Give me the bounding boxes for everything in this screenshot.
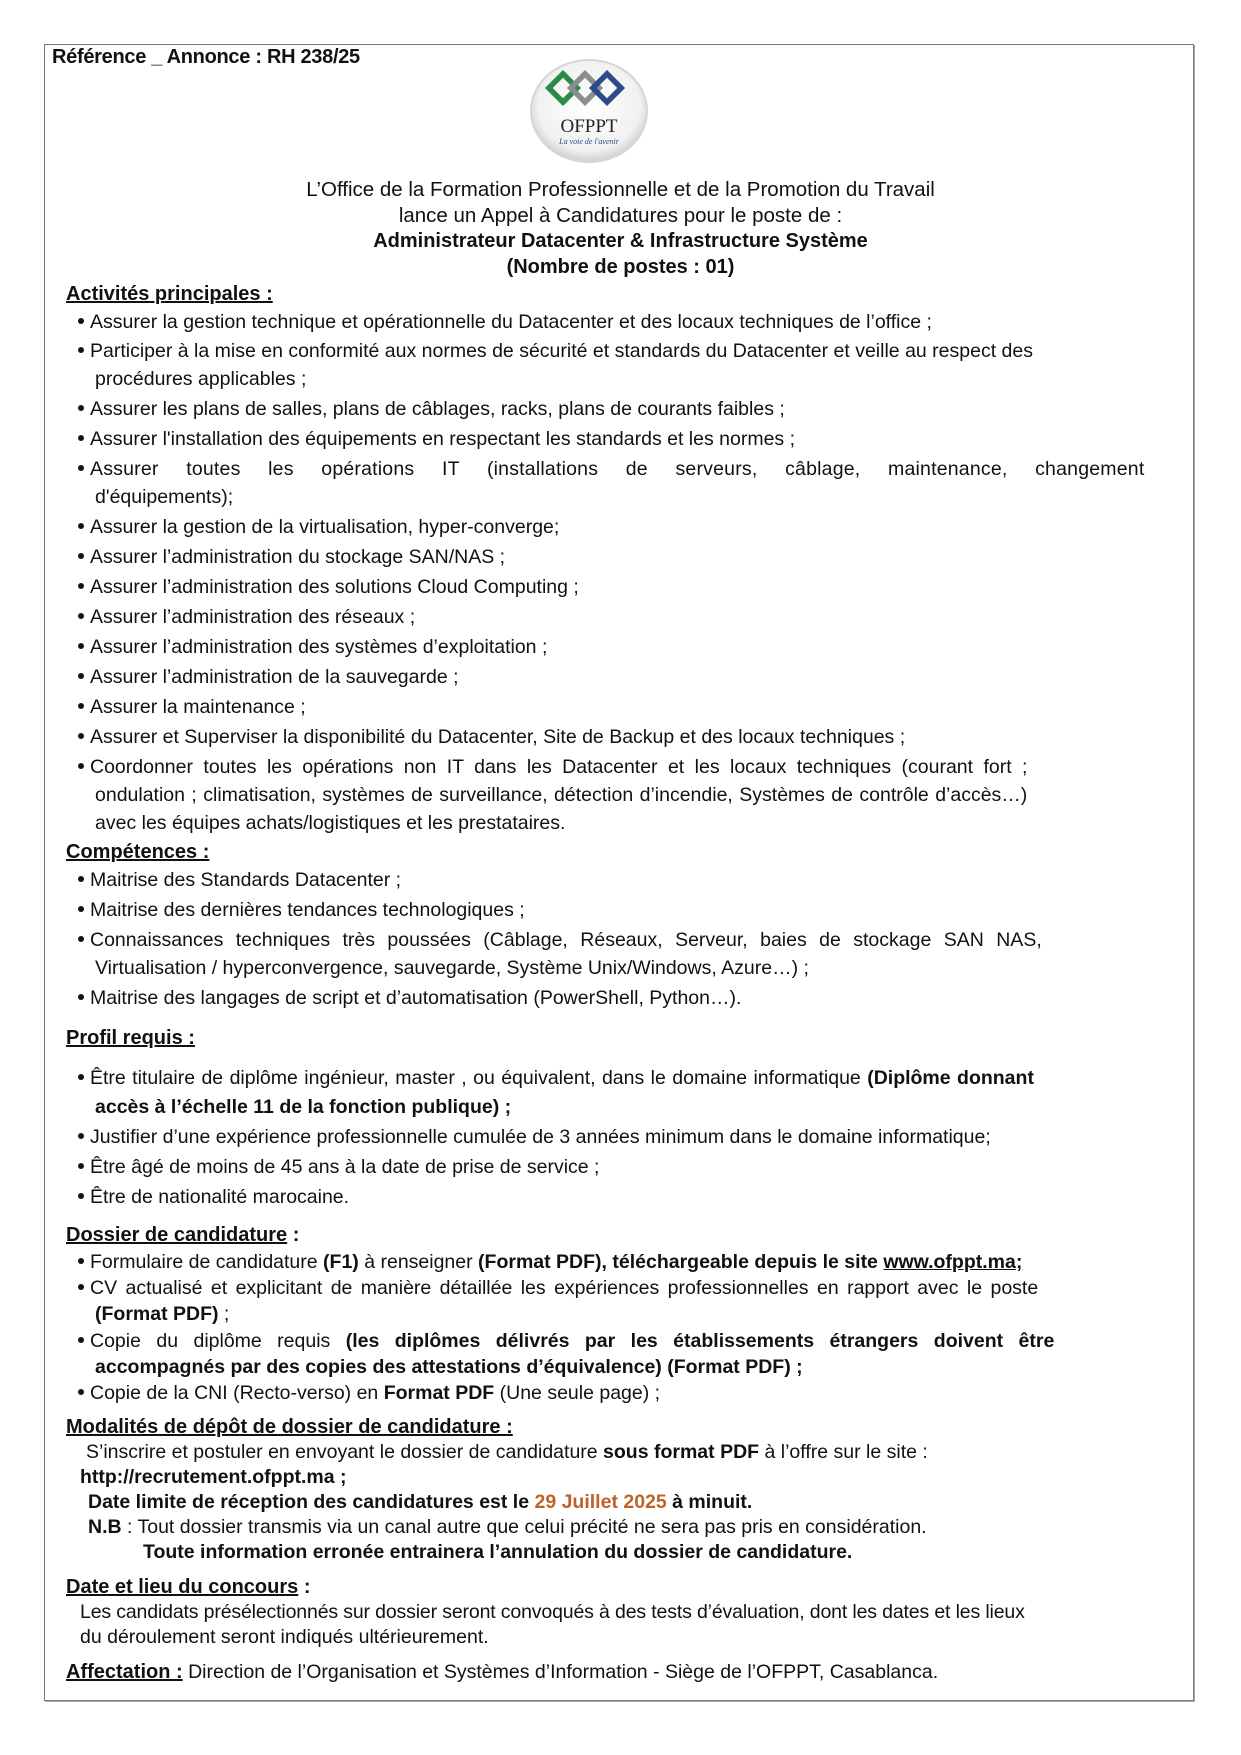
skill-item-continuation: Virtualisation / hyperconvergence, sauvegarde, Système Unix/Windows, Azure…) ; <box>95 957 809 979</box>
skill-item: Maitrise des Standards Datacenter ; <box>78 869 401 892</box>
dossier-item: CV actualisé et explicitant de manière détaillée les expériences professionnelles en rapport avec le poste <box>78 1277 1038 1300</box>
dossier-item-continuation: accompagnés par des copies des attestations d’équivalence) (Format PDF) ; <box>95 1356 803 1378</box>
intro-line-2: lance un Appel à Candidatures pour le poste de : <box>398 204 843 227</box>
activity-item: Assurer l'installation des équipements en respectant les standards et les normes ; <box>78 428 795 451</box>
deadline-line: Date limite de réception des candidatures est le 29 Juillet 2025 à minuit. <box>88 1491 753 1513</box>
bullet-icon <box>78 1193 84 1199</box>
bullet-icon <box>78 673 84 679</box>
modalites-line-1: S’inscrire et postuler en envoyant le dossier de candidature sous format PDF à l’offre sur le site : <box>86 1441 928 1463</box>
bullet-icon <box>78 583 84 589</box>
skills-heading: Compétences : <box>66 841 210 863</box>
nb-line: N.B : Tout dossier transmis via un canal autre que celui précité ne sera pas pris en considération. <box>88 1516 927 1538</box>
bullet-icon <box>78 347 84 353</box>
positions-count: (Nombre de postes : 01) <box>506 256 735 278</box>
activity-item: Assurer la maintenance ; <box>78 696 306 719</box>
activity-item: Assurer la gestion de la virtualisation, hyper-converge; <box>78 516 559 539</box>
dossier-item-continuation: (Format PDF) ; <box>95 1303 230 1325</box>
bullet-icon <box>78 435 84 441</box>
logo-text: OFPPT <box>560 116 618 137</box>
affectation-line: Affectation : Direction de l’Organisation et Systèmes d’Information - Siège de l’OFPPT, Casablanca. <box>66 1661 939 1683</box>
bullet-icon <box>78 906 84 912</box>
dossier-item: Copie du diplôme requis (les diplômes délivrés par les établissements étrangers doivent être <box>78 1330 1054 1353</box>
ofppt-logo <box>527 58 651 164</box>
profile-item: Être de nationalité marocaine. <box>78 1186 349 1209</box>
skill-item: Maitrise des langages de script et d’automatisation (PowerShell, Python…). <box>78 987 741 1010</box>
profile-heading: Profil requis : <box>66 1027 195 1049</box>
bullet-icon <box>78 1389 84 1395</box>
bullet-icon <box>78 523 84 529</box>
activity-item-continuation: ondulation ; climatisation, systèmes de surveillance, détection d’incendie, Systèmes de contrôle d’accès…) <box>95 784 1028 806</box>
activity-item-continuation: procédures applicables ; <box>95 368 307 390</box>
activity-item: Assurer l’administration des réseaux ; <box>78 606 415 629</box>
reference-number: Référence _ Annonce : RH 238/25 <box>52 46 360 68</box>
profile-item-continuation: accès à l’échelle 11 de la fonction publique) ; <box>95 1096 512 1118</box>
bullet-icon <box>78 994 84 1000</box>
bullet-icon <box>78 1284 84 1290</box>
activity-item: Assurer l’administration des systèmes d’exploitation ; <box>78 636 547 659</box>
bullet-icon <box>78 405 84 411</box>
bullet-icon <box>78 936 84 942</box>
recruitment-url-link[interactable]: http://recrutement.ofppt.ma ; <box>80 1466 347 1488</box>
skill-item: Connaissances techniques très poussées (Câblage, Réseaux, Serveur, baies de stockage SAN NAS, <box>78 929 1042 952</box>
activity-item: Assurer et Superviser la disponibilité du Datacenter, Site de Backup et des locaux techniques ; <box>78 726 905 749</box>
activity-item-continuation: avec les équipes achats/logistiques et les prestataires. <box>95 812 566 834</box>
bullet-icon <box>78 643 84 649</box>
activity-item: Assurer l’administration de la sauvegarde ; <box>78 666 459 689</box>
bullet-icon <box>78 465 84 471</box>
activity-item: Assurer la gestion technique et opérationnelle du Datacenter et des locaux techniques de l’office ; <box>78 311 932 334</box>
bullet-icon <box>78 763 84 769</box>
bullet-icon <box>78 553 84 559</box>
activity-item: Assurer les plans de salles, plans de câblages, racks, plans de courants faibles ; <box>78 398 785 421</box>
activity-item: Participer à la mise en conformité aux normes de sécurité et standards du Datacenter et veille au respect des <box>78 340 1033 363</box>
deadline-date: 29 Juillet 2025 <box>534 1491 667 1513</box>
dossier-item: Formulaire de candidature (F1) à renseigner (Format PDF), téléchargeable depuis le site www.ofppt.ma; <box>78 1251 1022 1274</box>
bullet-icon <box>78 613 84 619</box>
activity-item-continuation: d'équipements); <box>95 486 234 508</box>
activity-item: Assurer l’administration du stockage SAN/NAS ; <box>78 546 505 569</box>
profile-item: Être âgé de moins de 45 ans à la date de prise de service ; <box>78 1156 599 1179</box>
dossier-heading: Dossier de candidature : <box>66 1224 300 1246</box>
activities-heading: Activités principales : <box>66 283 273 305</box>
profile-item: Être titulaire de diplôme ingénieur, master , ou équivalent, dans le domaine informatique (Diplôme donnant <box>78 1067 1034 1090</box>
bullet-icon <box>78 1074 84 1080</box>
activity-item: Assurer l’administration des solutions Cloud Computing ; <box>78 576 579 599</box>
ofppt-logo-icon <box>527 58 651 164</box>
concours-line-2: du déroulement seront indiqués ultérieurement. <box>80 1626 489 1648</box>
job-title: Administrateur Datacenter & Infrastructure Système <box>373 230 868 252</box>
activity-item: Coordonner toutes les opérations non IT dans les Datacenter et les locaux techniques (courant fort ; <box>78 756 1027 779</box>
profile-item: Justifier d’une expérience professionnelle cumulée de 3 années minimum dans le domaine informatique; <box>78 1126 991 1149</box>
ofppt-website-link[interactable]: www.ofppt.ma; <box>883 1251 1023 1273</box>
logo-tagline: La voie de l'avenir <box>559 137 619 146</box>
skill-item: Maitrise des dernières tendances technologiques ; <box>78 899 525 922</box>
intro-line-1: L’Office de la Formation Professionnelle et de la Promotion du Travail <box>306 178 935 201</box>
bullet-icon <box>78 1258 84 1264</box>
concours-heading: Date et lieu du concours : <box>66 1576 311 1598</box>
bullet-icon <box>78 1337 84 1343</box>
warning-line: Toute information erronée entrainera l’annulation du dossier de candidature. <box>143 1541 853 1563</box>
modalites-heading: Modalités de dépôt de dossier de candidature : <box>66 1416 513 1438</box>
bullet-icon <box>78 1163 84 1169</box>
bullet-icon <box>78 703 84 709</box>
bullet-icon <box>78 1133 84 1139</box>
bullet-icon <box>78 876 84 882</box>
activity-item: Assurer toutes les opérations IT (installations de serveurs, câblage, maintenance, changement <box>78 458 1144 481</box>
bullet-icon <box>78 318 84 324</box>
concours-line-1: Les candidats présélectionnés sur dossier seront convoqués à des tests d’évaluation, dont les dates et les lieux <box>80 1601 1025 1623</box>
dossier-item: Copie de la CNI (Recto-verso) en Format PDF (Une seule page) ; <box>78 1382 660 1405</box>
bullet-icon <box>78 733 84 739</box>
